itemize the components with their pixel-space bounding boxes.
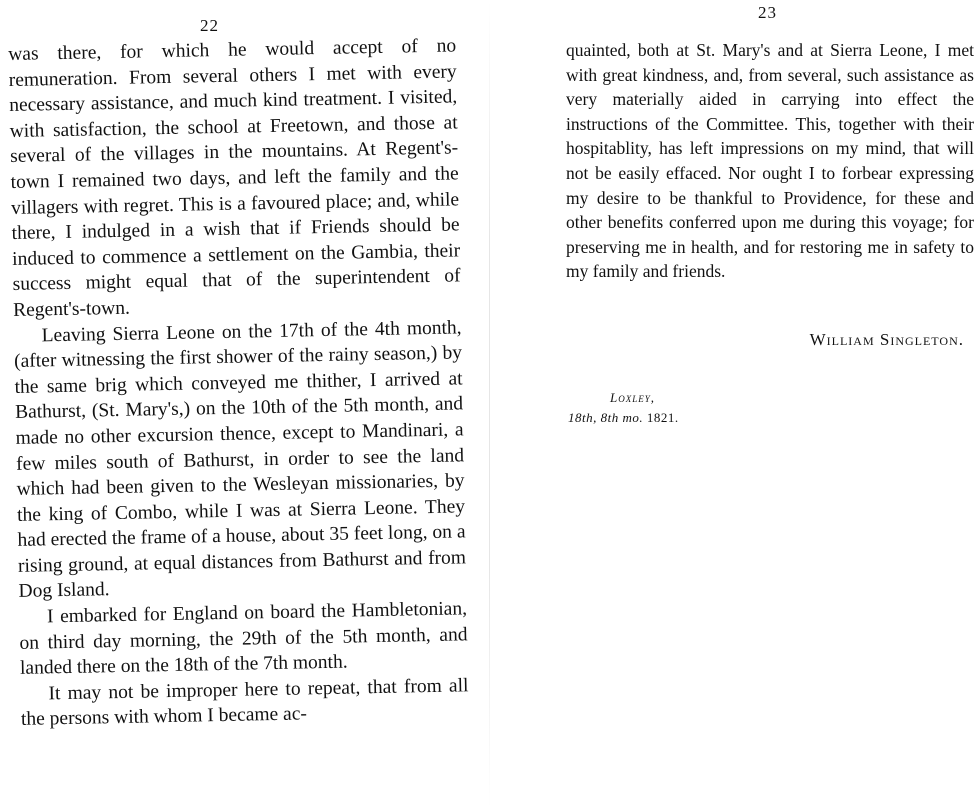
date-year: 1821. <box>646 410 679 425</box>
right-page-text <box>566 38 974 284</box>
date-day: 18th, 8th mo. <box>568 410 644 425</box>
place-line: Loxley, <box>610 390 655 405</box>
paragraph-2: Leaving Sierra Leone on the 17th of the 4th month, (after witnessing the first shower of the rainy season,) by the same brig which conveyed me thither, I arrived at Bathurst, (St. Mary's,) on the 10th of the 5th month, and made no other excursion thence, except to Mandinari, a few miles south of Bathurst, in order to see the land which had been given to the Wesleyan missionaries, by the king of Combo, while I was at Sierra Leone. They had erected the frame of a house, about 35 feet long, on a rising ground, at equal distances from Bathurst and from Dog Island. <box>13 316 467 603</box>
paragraph-3: I embarked for England on board the Hambletonian, on third day morning, the 29th of the 5th month, and landed there on the 18th of the 7th month. <box>19 598 468 680</box>
right-page <box>490 0 980 808</box>
paragraph-4: It may not be improper here to repeat, that from all the persons with whom I became ac- <box>20 675 469 731</box>
date-line <box>568 410 679 426</box>
paragraph-1: was there, for which he would accept of no remuneration. From several others I met with every necessary assistance, and much kind treatment. I visited, with satisfaction, the school at Freetown, and those at several of the villages in the mountains. At Regent's-town I remained two days, and left the family and the villagers with regret. This is a favoured place; and, while there, I indulged in a wish that if Friends should be induced to commence a settlement on the Gambia, their success might equal that of the superintendent of Regent's-town. <box>8 35 461 321</box>
page-number-right: 23 <box>758 3 777 22</box>
left-page-text <box>8 33 469 733</box>
page-number-left: 22 <box>200 16 219 35</box>
paragraph-continued: quainted, both at St. Mary's and at Sierra Leone, I met with great kindness, and, from several, such assistance as very materially aided in carrying into effect the instructions of the Committee. This, together with their hospitablity, has left impressions on my mind, that will not be easily effaced. Nor ought I to forbear expressing my desire to be thankful to Providence, for these and other benefits conferred upon me during this voyage; for preserving me in health, and for restoring me in safety to my family and friends. <box>566 40 974 282</box>
signature: William Singleton. <box>809 330 964 349</box>
